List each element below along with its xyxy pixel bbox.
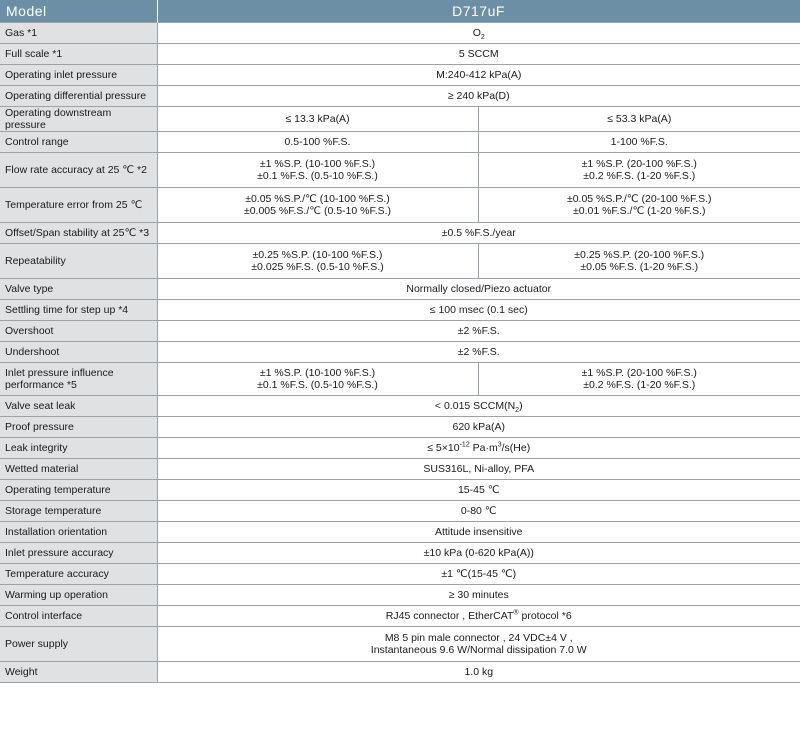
spec-row-full-scale xyxy=(0,44,800,65)
spec-value-a: 0.5-100 %F.S. xyxy=(157,132,478,153)
spec-label: Control range xyxy=(0,132,157,153)
spec-label: Installation orientation xyxy=(0,522,157,543)
spec-row-weight xyxy=(0,662,800,683)
spec-value: $O_2$ xyxy=(157,23,800,44)
spec-row-temperature-accuracy xyxy=(0,564,800,585)
model-name: D717uF xyxy=(157,0,800,23)
spec-label: Offset/Span stability at 25℃ *3 xyxy=(0,223,157,244)
spec-value: 5 SCCM xyxy=(157,44,800,65)
spec-row-warmup xyxy=(0,585,800,606)
spec-label: Settling time for step up *4 xyxy=(0,300,157,321)
spec-label: Valve type xyxy=(0,279,157,300)
spec-row-proof-pressure xyxy=(0,417,800,438)
spec-row-undershoot xyxy=(0,342,800,363)
model-header-label: Model xyxy=(0,0,157,23)
spec-value-b: ±1 %S.P. (20-100 %F.S.) ±0.2 %F.S. (1-20 %F.S.) xyxy=(478,363,800,396)
spec-value-a: ±0.25 %S.P. (10-100 %F.S.) ±0.025 %F.S. (0.5-10 %F.S.) xyxy=(157,244,478,279)
spec-value: ±2 %F.S. xyxy=(157,321,800,342)
spec-value: ±1 ℃(15-45 ℃) xyxy=(157,564,800,585)
spec-label: Warming up operation xyxy=(0,585,157,606)
spec-row-wetted-material xyxy=(0,459,800,480)
spec-label: Valve seat leak xyxy=(0,396,157,417)
header-row xyxy=(0,0,800,23)
spec-value: ≤ 100 msec (0.1 sec) xyxy=(157,300,800,321)
spec-row-power-supply xyxy=(0,627,800,662)
spec-value: ≤ $5\times 10^{-12}$ $Pa\cdot m^3/s(He)$ xyxy=(157,438,800,459)
spec-label: Overshoot xyxy=(0,321,157,342)
spec-label: Inlet pressure influence performance *5 xyxy=(0,363,157,396)
spec-label: Gas *1 xyxy=(0,23,157,44)
spec-row-installation xyxy=(0,522,800,543)
spec-label: Storage temperature xyxy=(0,501,157,522)
spec-label: Proof pressure xyxy=(0,417,157,438)
spec-row-flow-accuracy xyxy=(0,153,800,188)
spec-value-b: ±0.25 %S.P. (20-100 %F.S.) ±0.05 %F.S. (1-20 %F.S.) xyxy=(478,244,800,279)
spec-row-valve-type xyxy=(0,279,800,300)
spec-label: Operating inlet pressure xyxy=(0,65,157,86)
spec-value-a: ±0.05 %S.P./℃ (10-100 %F.S.) ±0.005 %F.S./℃ (0.5-10 %F.S.) xyxy=(157,188,478,223)
spec-value: M8 5 pin male connector , 24 VDC±4 V , Instantaneous 9.6 W/Normal dissipation 7.0 W xyxy=(157,627,800,662)
spec-value-a: ±1 %S.P. (10-100 %F.S.) ±0.1 %F.S. (0.5-10 %F.S.) xyxy=(157,363,478,396)
spec-value: 15-45 ℃ xyxy=(157,480,800,501)
spec-row-inlet-pressure xyxy=(0,65,800,86)
spec-label: Repeatability xyxy=(0,244,157,279)
spec-value: 620 kPa(A) xyxy=(157,417,800,438)
spec-value: Attitude insensitive xyxy=(157,522,800,543)
spec-value: SUS316L, Ni-alloy, PFA xyxy=(157,459,800,480)
spec-value: ≥ 240 kPa(D) xyxy=(157,86,800,107)
spec-value-b: 1-100 %F.S. xyxy=(478,132,800,153)
spec-row-operating-temperature xyxy=(0,480,800,501)
spec-label: Temperature error from 25 ℃ xyxy=(0,188,157,223)
spec-label: Temperature accuracy xyxy=(0,564,157,585)
spec-label: Operating differential pressure xyxy=(0,86,157,107)
spec-value-b: ±0.05 %S.P./℃ (20-100 %F.S.) ±0.01 %F.S./℃ (1-20 %F.S.) xyxy=(478,188,800,223)
spec-label: Operating downstream pressure xyxy=(0,107,157,132)
spec-row-gas xyxy=(0,23,800,44)
spec-label: Inlet pressure accuracy xyxy=(0,543,157,564)
spec-value-b: ≤ 53.3 kPa(A) xyxy=(478,107,800,132)
spec-row-downstream-pressure xyxy=(0,107,800,132)
spec-row-settling-time xyxy=(0,300,800,321)
spec-label: Leak integrity xyxy=(0,438,157,459)
spec-value-b: ±1 %S.P. (20-100 %F.S.) ±0.2 %F.S. (1-20 %F.S.) xyxy=(478,153,800,188)
spec-row-differential-pressure xyxy=(0,86,800,107)
spec-value: 0-80 ℃ xyxy=(157,501,800,522)
spec-value: ±2 %F.S. xyxy=(157,342,800,363)
spec-label: Control interface xyxy=(0,606,157,627)
spec-row-storage-temperature xyxy=(0,501,800,522)
spec-value: ±0.5 %F.S./year xyxy=(157,223,800,244)
spec-value: 1.0 kg xyxy=(157,662,800,683)
spec-row-valve-seat-leak xyxy=(0,396,800,417)
spec-row-repeatability xyxy=(0,244,800,279)
spec-value: ≥ 30 minutes xyxy=(157,585,800,606)
spec-value: M:240-412 kPa(A) xyxy=(157,65,800,86)
spec-row-offset-stability xyxy=(0,223,800,244)
spec-row-control-range xyxy=(0,132,800,153)
spec-label: Weight xyxy=(0,662,157,683)
spec-row-control-interface xyxy=(0,606,800,627)
spec-label: Flow rate accuracy at 25 ℃ *2 xyxy=(0,153,157,188)
spec-label: Power supply xyxy=(0,627,157,662)
spec-value: ±10 kPa (0-620 kPa(A)) xyxy=(157,543,800,564)
spec-value: Normally closed/Piezo actuator xyxy=(157,279,800,300)
spec-label: Wetted material xyxy=(0,459,157,480)
spec-value: < 0.015 $SCCM(N_2)$ xyxy=(157,396,800,417)
spec-label: Operating temperature xyxy=(0,480,157,501)
spec-row-inlet-influence xyxy=(0,363,800,396)
spec-value-a: ±1 %S.P. (10-100 %F.S.) ±0.1 %F.S. (0.5-10 %F.S.) xyxy=(157,153,478,188)
spec-value-a: ≤ 13.3 kPa(A) xyxy=(157,107,478,132)
spec-row-leak-integrity xyxy=(0,438,800,459)
spec-label: Full scale *1 xyxy=(0,44,157,65)
spec-row-overshoot xyxy=(0,321,800,342)
spec-label: Undershoot xyxy=(0,342,157,363)
spec-value: RJ45 connector , EtherCAT® protocol *6 xyxy=(157,606,800,627)
spec-row-inlet-accuracy xyxy=(0,543,800,564)
spec-row-temp-error xyxy=(0,188,800,223)
